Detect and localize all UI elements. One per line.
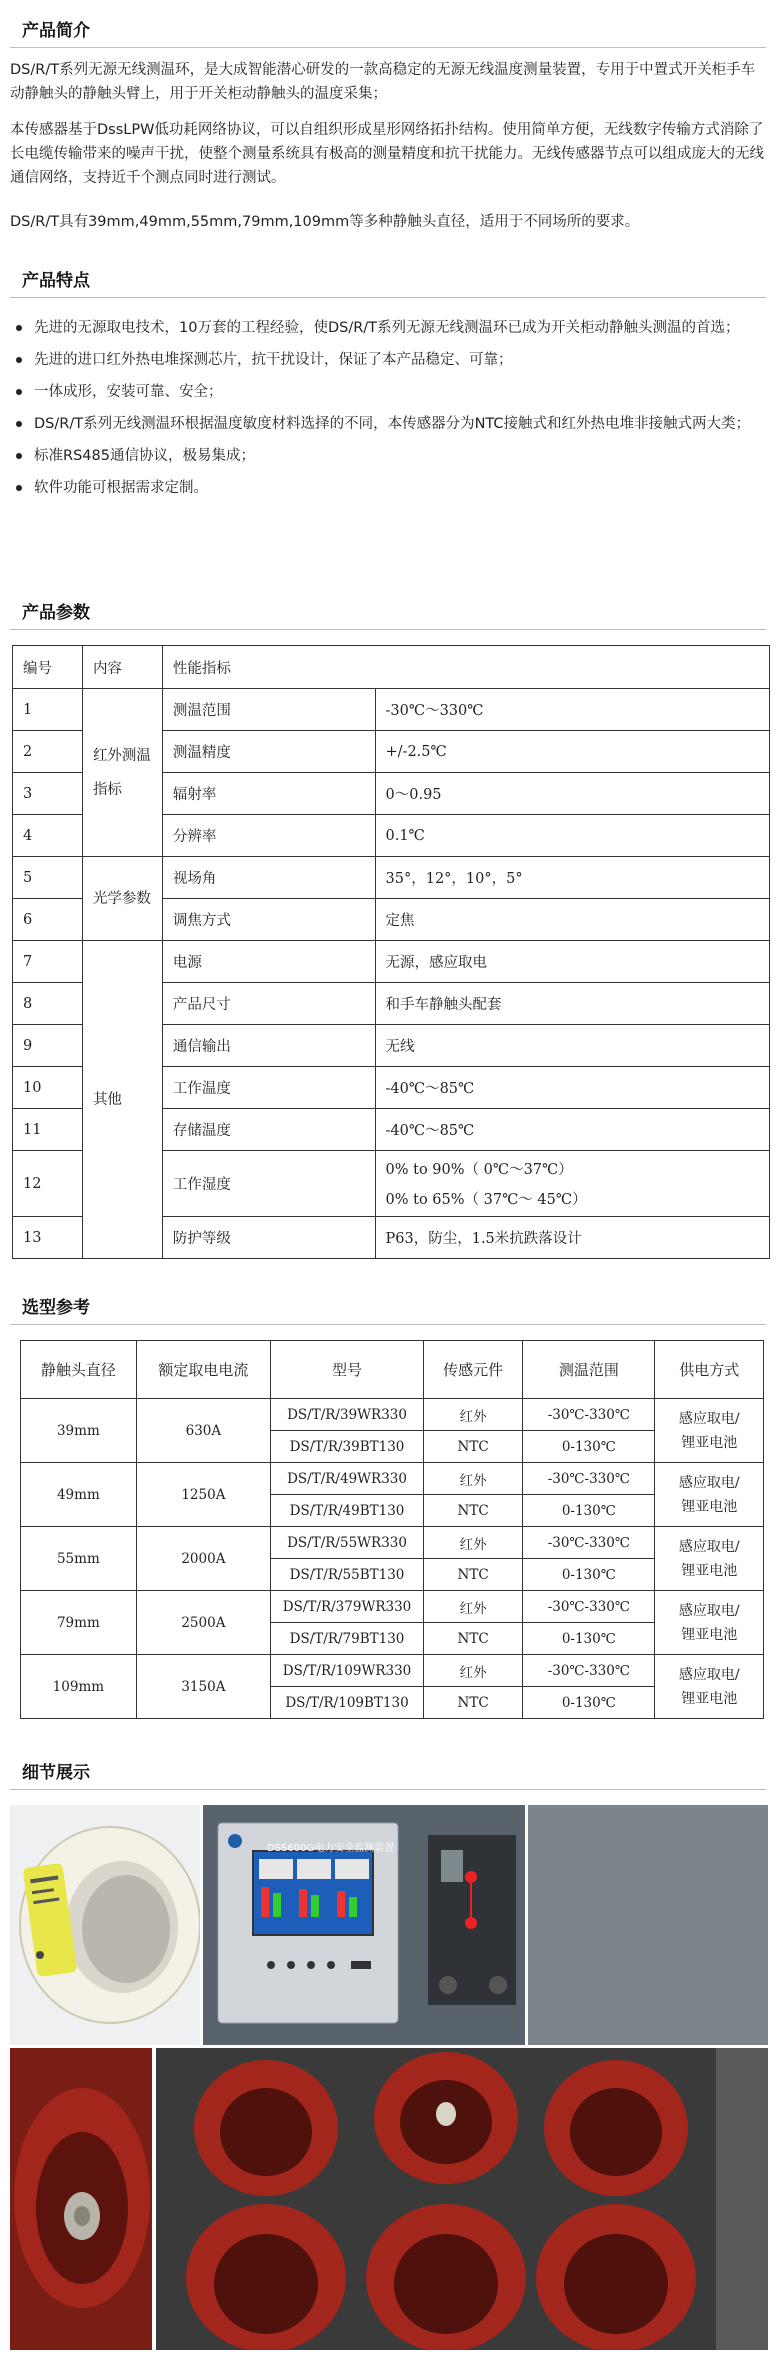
table-row: DS/T/R/109BT130 NTC 0-130℃ [21,1687,764,1719]
table-row: 9 通信输出 无线 [13,1025,770,1067]
section-divider [10,629,766,630]
sensor-ring-photo [10,1805,200,2045]
table-row: 1 红外测温指标 测温范围 -30℃～330℃ [13,689,770,731]
section-selection-title: 选型参考 [22,1298,90,1318]
section-divider [10,1324,766,1325]
table-row: DS/T/R/49BT130 NTC 0-130℃ [21,1495,764,1527]
feature-item: 先进的进口红外热电堆探测芯片，抗干扰设计，保证了本产品稳定、可靠； [10,348,766,372]
monitor-device-photo [203,1805,525,2045]
intro-paragraph-2: 本传感器基于DssLPW低功耗网络协议，可以自组织形成星形网络拓扑结构。使用简单方便，无线数字传输方式消除了长电缆传输带来的噪声干扰，使整个测量系统具有极高的测量精度和抗干扰能力。无线传感器节点可以组成庞大的无线通信网络，支持近千个测点同时进行测试。 [10,122,764,186]
section-intro-header [10,10,766,48]
device-photo-edge [528,1805,768,2045]
section-details-title: 细节展示 [22,1763,90,1783]
table-row: 5 光学参数 视场角 35°，12°，10°，5° [13,857,770,899]
section-divider [10,47,766,48]
table-row: 13 防护等级 P63，防尘，1.5米抗跌落设计 [13,1217,770,1259]
section-features-header [10,260,766,298]
table-row: 4 分辨率 0.1℃ [13,815,770,857]
group-ir: 红外测温指标 [82,689,162,857]
table-row: 11 存储温度 -40℃～85℃ [13,1109,770,1151]
group-optics: 光学参数 [82,857,162,941]
params-table [12,645,770,1259]
section-divider [10,1789,766,1790]
table-row: DS/T/R/39BT130 NTC 0-130℃ [21,1431,764,1463]
insulator-array-photo [156,2048,768,2350]
section-params-header [10,592,766,630]
table-row: 2 测温精度 +/-2.5℃ [13,731,770,773]
table-row: 8 产品尺寸 和手车静触头配套 [13,983,770,1025]
feature-item: 先进的无源取电技术，10万套的工程经验，使DS/R/T系列无源无线测温环已成为开关柜动静触头测温的首选； [10,316,766,340]
table-row: 12 工作湿度 0% to 90%（ 0℃～37℃） 0% to 65%（ 37℃～ 45℃） [13,1151,770,1217]
intro-paragraph-3: DS/R/T具有39mm,49mm,55mm,79mm,109mm等多种静触头直径，适用于不同场所的要求。 [10,214,640,230]
table-row: 39mm 630A DS/T/R/39WR330 红外 -30℃-330℃ 感应取电/ 锂亚电池 [21,1399,764,1431]
feature-item: 标准RS485通信协议，极易集成； [10,444,766,468]
selection-table [20,1340,764,1719]
table-row: 49mm 1250A DS/T/R/49WR330 红外 -30℃-330℃ 感应取电/ 锂亚电池 [21,1463,764,1495]
intro-paragraph-1: DS/R/T系列无源无线测温环，是大成智能潜心研发的一款高稳定的无源无线温度测量装置，专用于中置式开关柜手车动静触头的静触头臂上，用于开关柜动静触头的温度采集； [10,62,756,102]
device-panel-label: DSS600G电力安全监测装置 [267,1843,395,1854]
section-selection-header [10,1287,766,1325]
section-divider [10,297,766,298]
bullet-icon [16,389,22,395]
section-features-title: 产品特点 [22,271,90,291]
table-row: 10 工作温度 -40℃～85℃ [13,1067,770,1109]
table-row: 109mm 3150A DS/T/R/109WR330 红外 -30℃-330℃ 感应取电/ 锂亚电池 [21,1655,764,1687]
section-details-header [10,1752,766,1790]
bullet-icon [16,357,22,363]
table-row: 79mm 2500A DS/T/R/379WR330 红外 -30℃-330℃ 感应取电/ 锂亚电池 [21,1591,764,1623]
table-row: 55mm 2000A DS/T/R/55WR330 红外 -30℃-330℃ 感应取电/ 锂亚电池 [21,1527,764,1559]
insulator-closeup-photo [10,2048,152,2350]
bullet-icon [16,485,22,491]
feature-item: 一体成形，安装可靠、安全； [10,380,766,404]
selection-header-row: 静触头直径 额定取电电流 型号 传感元件 测温范围 供电方式 [21,1341,764,1399]
bullet-icon [16,325,22,331]
group-other: 其他 [82,941,162,1259]
feature-item: 软件功能可根据需求定制。 [10,476,766,500]
table-row: 7 其他 电源 无源，感应取电 [13,941,770,983]
params-header-row: 编号 内容 性能指标 [13,646,770,689]
detail-photos [10,1805,768,2350]
bullet-icon [16,421,22,427]
table-row: 3 辐射率 0～0.95 [13,773,770,815]
table-row: DS/T/R/79BT130 NTC 0-130℃ [21,1623,764,1655]
bullet-icon [16,453,22,459]
feature-list [10,316,766,508]
section-intro-title: 产品简介 [22,21,90,41]
table-row: DS/T/R/55BT130 NTC 0-130℃ [21,1559,764,1591]
table-row: 6 调焦方式 定焦 [13,899,770,941]
feature-item: DS/R/T系列无线测温环根据温度敏度材料选择的不同，本传感器分为NTC接触式和红外热电堆非接触式两大类； [10,412,766,436]
section-params-title: 产品参数 [22,603,90,623]
